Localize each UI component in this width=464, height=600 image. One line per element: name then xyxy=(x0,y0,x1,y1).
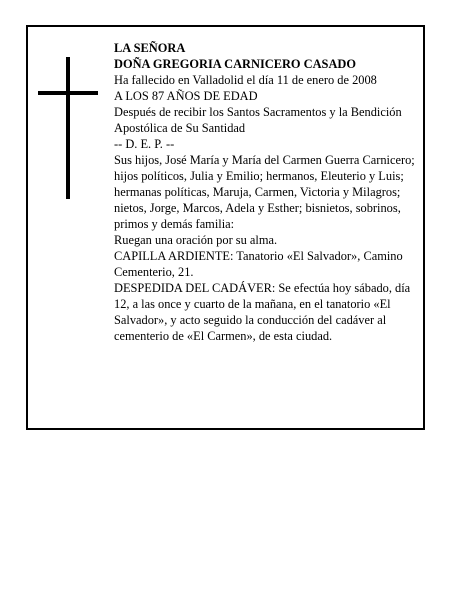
cross-horizontal-bar xyxy=(38,91,98,95)
obituary-notice xyxy=(26,25,425,430)
farewell-paragraph: DESPEDIDA DEL CADÁVER: Se efectúa hoy sábado, día 12, a las once y cuarto de la mañana, en el tanatorio «El Salvador», y acto seguido la conducción del cadáver al cementerio de «El Carmen», de esta ciudad. xyxy=(114,281,411,343)
prayer-line: Ruegan una oración por su alma. xyxy=(114,233,278,247)
deceased-name: DOÑA GREGORIA CARNICERO CASADO xyxy=(114,57,356,71)
chapel-paragraph: CAPILLA ARDIENTE: Tanatorio «El Salvador», Camino Cementerio, 21. xyxy=(114,249,403,279)
age-line: A LOS 87 AÑOS DE EDAD xyxy=(114,89,258,103)
death-line: Ha fallecido en Valladolid el día 11 de enero de 2008 xyxy=(114,73,377,87)
notice-title: LA SEÑORA xyxy=(114,41,186,55)
cross-vertical-bar xyxy=(66,57,70,199)
obituary-text xyxy=(114,40,420,344)
cross-icon xyxy=(38,57,98,199)
rip-line: -- D. E. P. -- xyxy=(114,137,175,151)
sacraments-line: Después de recibir los Santos Sacramentos y la Bendición Apostólica de Su Santidad xyxy=(114,105,402,135)
family-paragraph: Sus hijos, José María y María del Carmen Guerra Carnicero; hijos políticos, Julia y Emilio; hermanos, Eleuterio y Luis; hermanas políticas, Maruja, Carmen, Victoria y Milagros; nietos, Jorge, Marcos, Adela y Esther; bisnietos, sobrinos, primos y demás familia: xyxy=(114,153,415,231)
